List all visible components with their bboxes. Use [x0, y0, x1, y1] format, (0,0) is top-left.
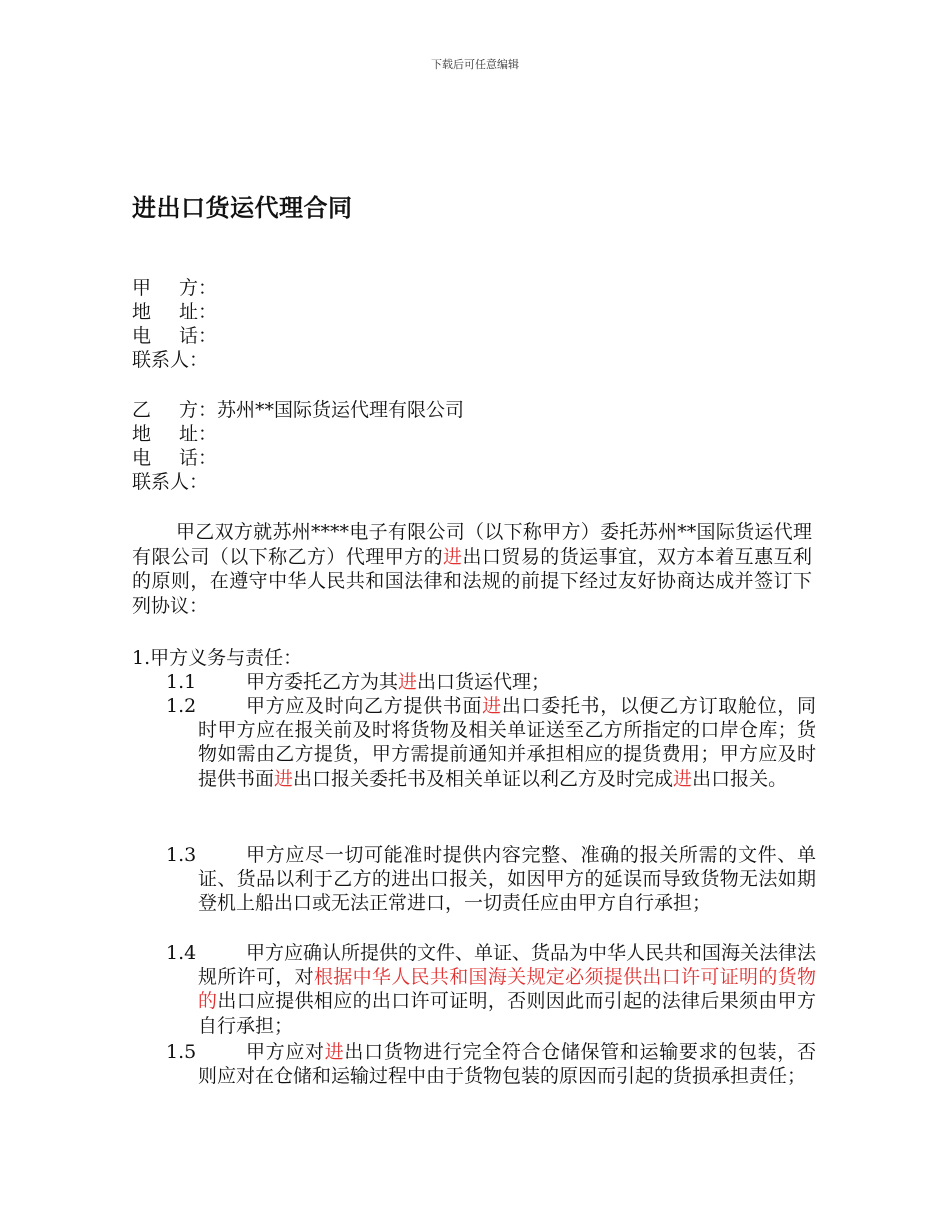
colon: ： — [198, 301, 218, 323]
party-b-name-label: 乙方 — [132, 399, 198, 421]
page-header-note: 下载后可任意编辑 — [431, 58, 519, 71]
party-a-name-label: 甲方 — [132, 277, 198, 299]
clause-number: 1.4 — [166, 942, 197, 964]
party-a-name-line — [132, 276, 217, 300]
party-a-block — [132, 276, 217, 372]
clause-segment: 甲方委托乙方为其 — [246, 671, 399, 693]
clause-highlight: 进 — [482, 695, 502, 717]
clause-highlight: 进 — [324, 1041, 345, 1063]
clause-text — [166, 843, 816, 916]
section-1-title: 1.甲方义务与责任： — [132, 647, 303, 669]
clause-segment: 出口报关委托书及相关单证以利乙方及时完成 — [293, 767, 674, 790]
clause-number: 1.2 — [166, 695, 197, 717]
colon: ： — [198, 325, 218, 347]
clause-highlight: 进 — [673, 767, 693, 790]
party-b-phone-label: 电话 — [132, 447, 198, 469]
colon: ： — [189, 471, 209, 493]
party-a-phone-label: 电话 — [132, 325, 198, 347]
party-b-address-label: 地址 — [132, 423, 198, 445]
clause-highlight: 进 — [274, 767, 294, 790]
clause-text — [166, 941, 816, 1038]
party-b-contact-label: 联系人 — [132, 471, 190, 493]
party-b-address-line — [132, 422, 464, 446]
party-b-phone-line — [132, 446, 464, 470]
clause-segment: 甲方应尽一切可能准时提供内容完整、准确的报关所需的文件、单证、货品以利于乙方的进出口报关，如因甲方的延误而导致货物无法如期登机上船出口或无法正常进口，一切责任应由甲方自行承担； — [198, 844, 816, 915]
clause-1-3 — [166, 843, 816, 916]
intro-text: 甲乙双方就苏州****电子有限公司（以下称甲方）委托苏州**国际货运代理有限公司（以下称乙方）代理甲方的 — [132, 521, 812, 568]
clause-1-5 — [166, 1040, 816, 1088]
clause-segment: 出口货运代理； — [417, 671, 551, 693]
clause-number: 1.5 — [166, 1041, 197, 1063]
clause-segment: 出口报关。 — [692, 767, 788, 790]
clause-segment: 出口应提供相应的出口许可证明，否则因此而引起的法律后果须由甲方自行承担； — [198, 990, 816, 1037]
clause-highlight: 进 — [398, 671, 418, 693]
party-a-contact-line — [132, 348, 217, 372]
clause-text — [166, 1040, 816, 1088]
intro-highlight: 进 — [443, 545, 463, 568]
document-title: 进出口货运代理合同 — [132, 194, 353, 222]
clause-segment: 出口货物进行完全符合仓储保管和运输要求的包装，否则应对在仓储和运输过程中由于货物包装的原因而引起的货损承担责任； — [198, 1041, 816, 1088]
party-b-name-line — [132, 398, 464, 422]
colon: ： — [198, 277, 218, 299]
colon: ： — [198, 399, 218, 421]
clause-1-1 — [166, 670, 816, 694]
party-a-address-label: 地址 — [132, 301, 198, 323]
clause-1-4 — [166, 941, 816, 1038]
clause-segment: 甲方应及时向乙方提供书面 — [246, 695, 483, 717]
clause-highlight: 根据中华人民共和国海关规定必须提供出口许可证明的货物的 — [198, 966, 816, 1013]
colon: ： — [189, 349, 209, 371]
intro-paragraph — [132, 520, 812, 618]
clause-segment: 出口委托书，以便乙方订取舱位，同时甲方应在报关前及时将货物及相关单证送至乙方所指定的口岸仓库；货物如需由乙方提货，甲方需提前通知并承担相应的提货费用；甲方应及时提供书面 — [198, 695, 816, 790]
colon: ： — [198, 423, 218, 445]
clause-text — [166, 694, 816, 791]
clause-segment: 甲方应确认所提供的文件、单证、货品为中华人民共和国海关法律法规所许可，对 — [198, 942, 817, 989]
clause-segment: 甲方应对 — [246, 1041, 325, 1063]
intro-text: 出口贸易的货运事宜，双方本着互惠互利的原则，在遵守中华人民共和国法律和法规的前提下经过友好协商达成并签订下列协议： — [132, 545, 812, 617]
clause-1-2 — [166, 694, 816, 791]
party-b-name-value: 苏州**国际货运代理有限公司 — [217, 399, 465, 421]
colon: ： — [198, 447, 218, 469]
clause-number: 1.3 — [166, 844, 197, 866]
party-b-block — [132, 398, 464, 494]
clause-number: 1.1 — [166, 671, 197, 693]
party-a-phone-line — [132, 324, 217, 348]
party-a-address-line — [132, 300, 217, 324]
party-b-contact-line — [132, 470, 464, 494]
clause-text — [166, 670, 816, 694]
party-a-contact-label: 联系人 — [132, 349, 190, 371]
